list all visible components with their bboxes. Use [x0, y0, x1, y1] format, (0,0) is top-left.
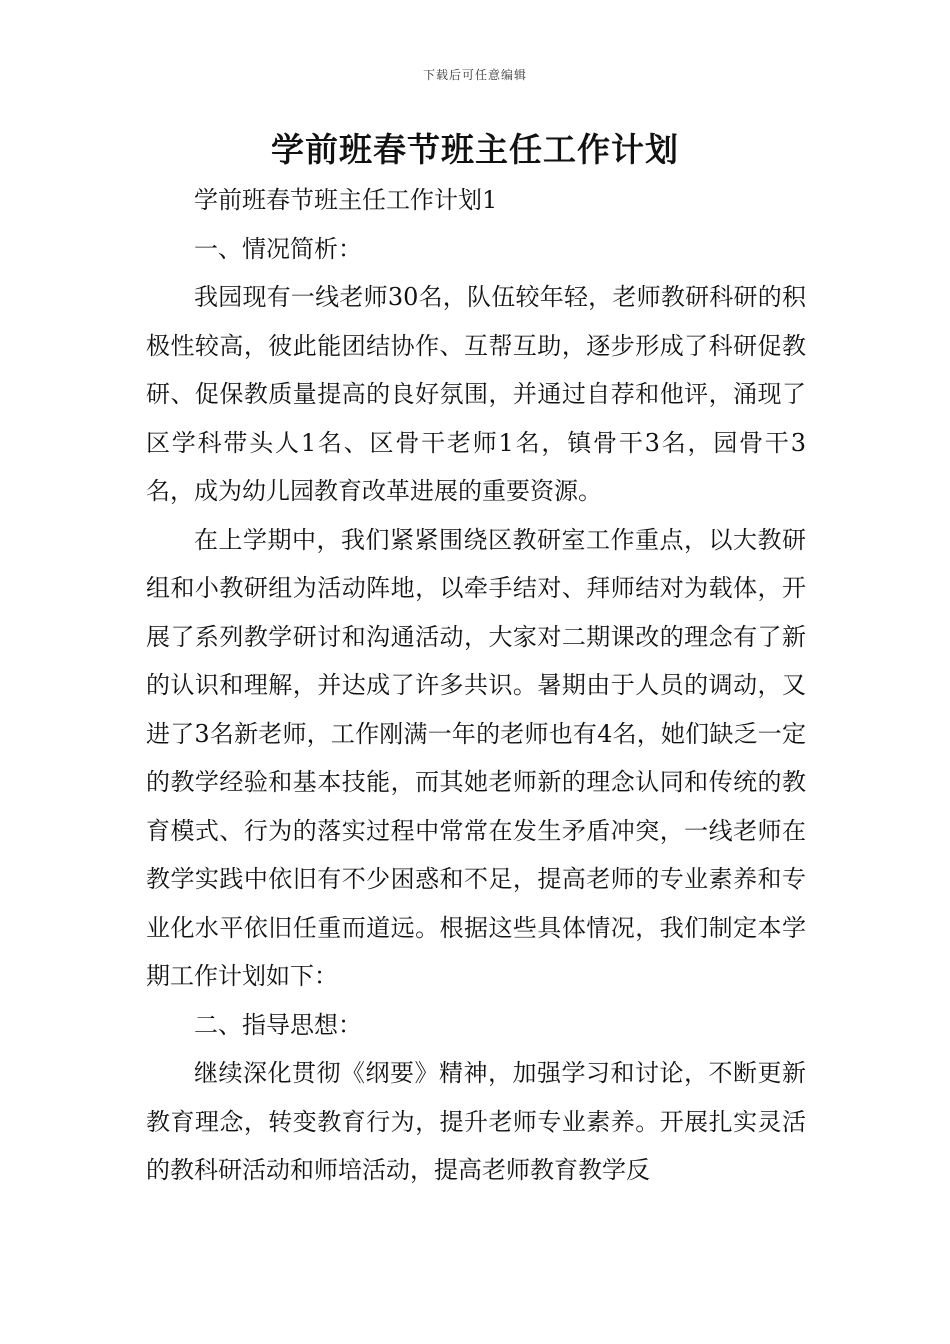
paragraph-staff-overview: 我园现有一线老师30名，队伍较年轻，老师教研科研的积极性较高，彼此能团结协作、互帮互助，逐步形成了科研促教研、促保教质量提高的良好氛围，并通过自荐和他评，涌现了区学科带头人1名、区骨干老师1名，镇骨干3名，园骨干3名，成为幼儿园教育改革进展的重要资源。	[146, 283, 806, 505]
document-title: 学前班春节班主任工作计划	[271, 130, 679, 169]
paragraph-guiding-ideology: 继续深化贯彻《纲要》精神，加强学习和讨论，不断更新教育理念，转变教育行为，提升老师专业素养。开展扎实灵活的教科研活动和师培活动，提高老师教育教学反	[146, 1059, 806, 1184]
paragraph-last-semester: 在上学期中，我们紧紧围绕区教研室工作重点，以大教研组和小教研组为活动阵地，以牵手结对、拜师结对为载体，开展了系列教学研讨和沟通活动，大家对二期课改的理念有了新的认识和理解，并达成了许多共识。暑期由于人员的调动，又进了3名新老师，工作刚满一年的老师也有4名，她们缺乏一定的教学经验和基本技能，而其她老师新的理念认同和传统的教育模式、行为的落实过程中常常在发生矛盾冲突，一线老师在教学实践中依旧有不少困惑和不足，提高老师的专业素养和专业化水平依旧任重而道远。根据这些具体情况，我们制定本学期工作计划如下：	[146, 525, 806, 990]
section-subtitle: 学前班春节班主任工作计划1	[194, 186, 498, 214]
section-heading-guiding-ideology: 二、指导思想：	[194, 1010, 362, 1039]
page-header-note: 下载后可任意编辑	[422, 68, 527, 82]
section-heading-situation: 一、情况简析：	[194, 234, 362, 263]
document-body	[146, 176, 806, 1195]
